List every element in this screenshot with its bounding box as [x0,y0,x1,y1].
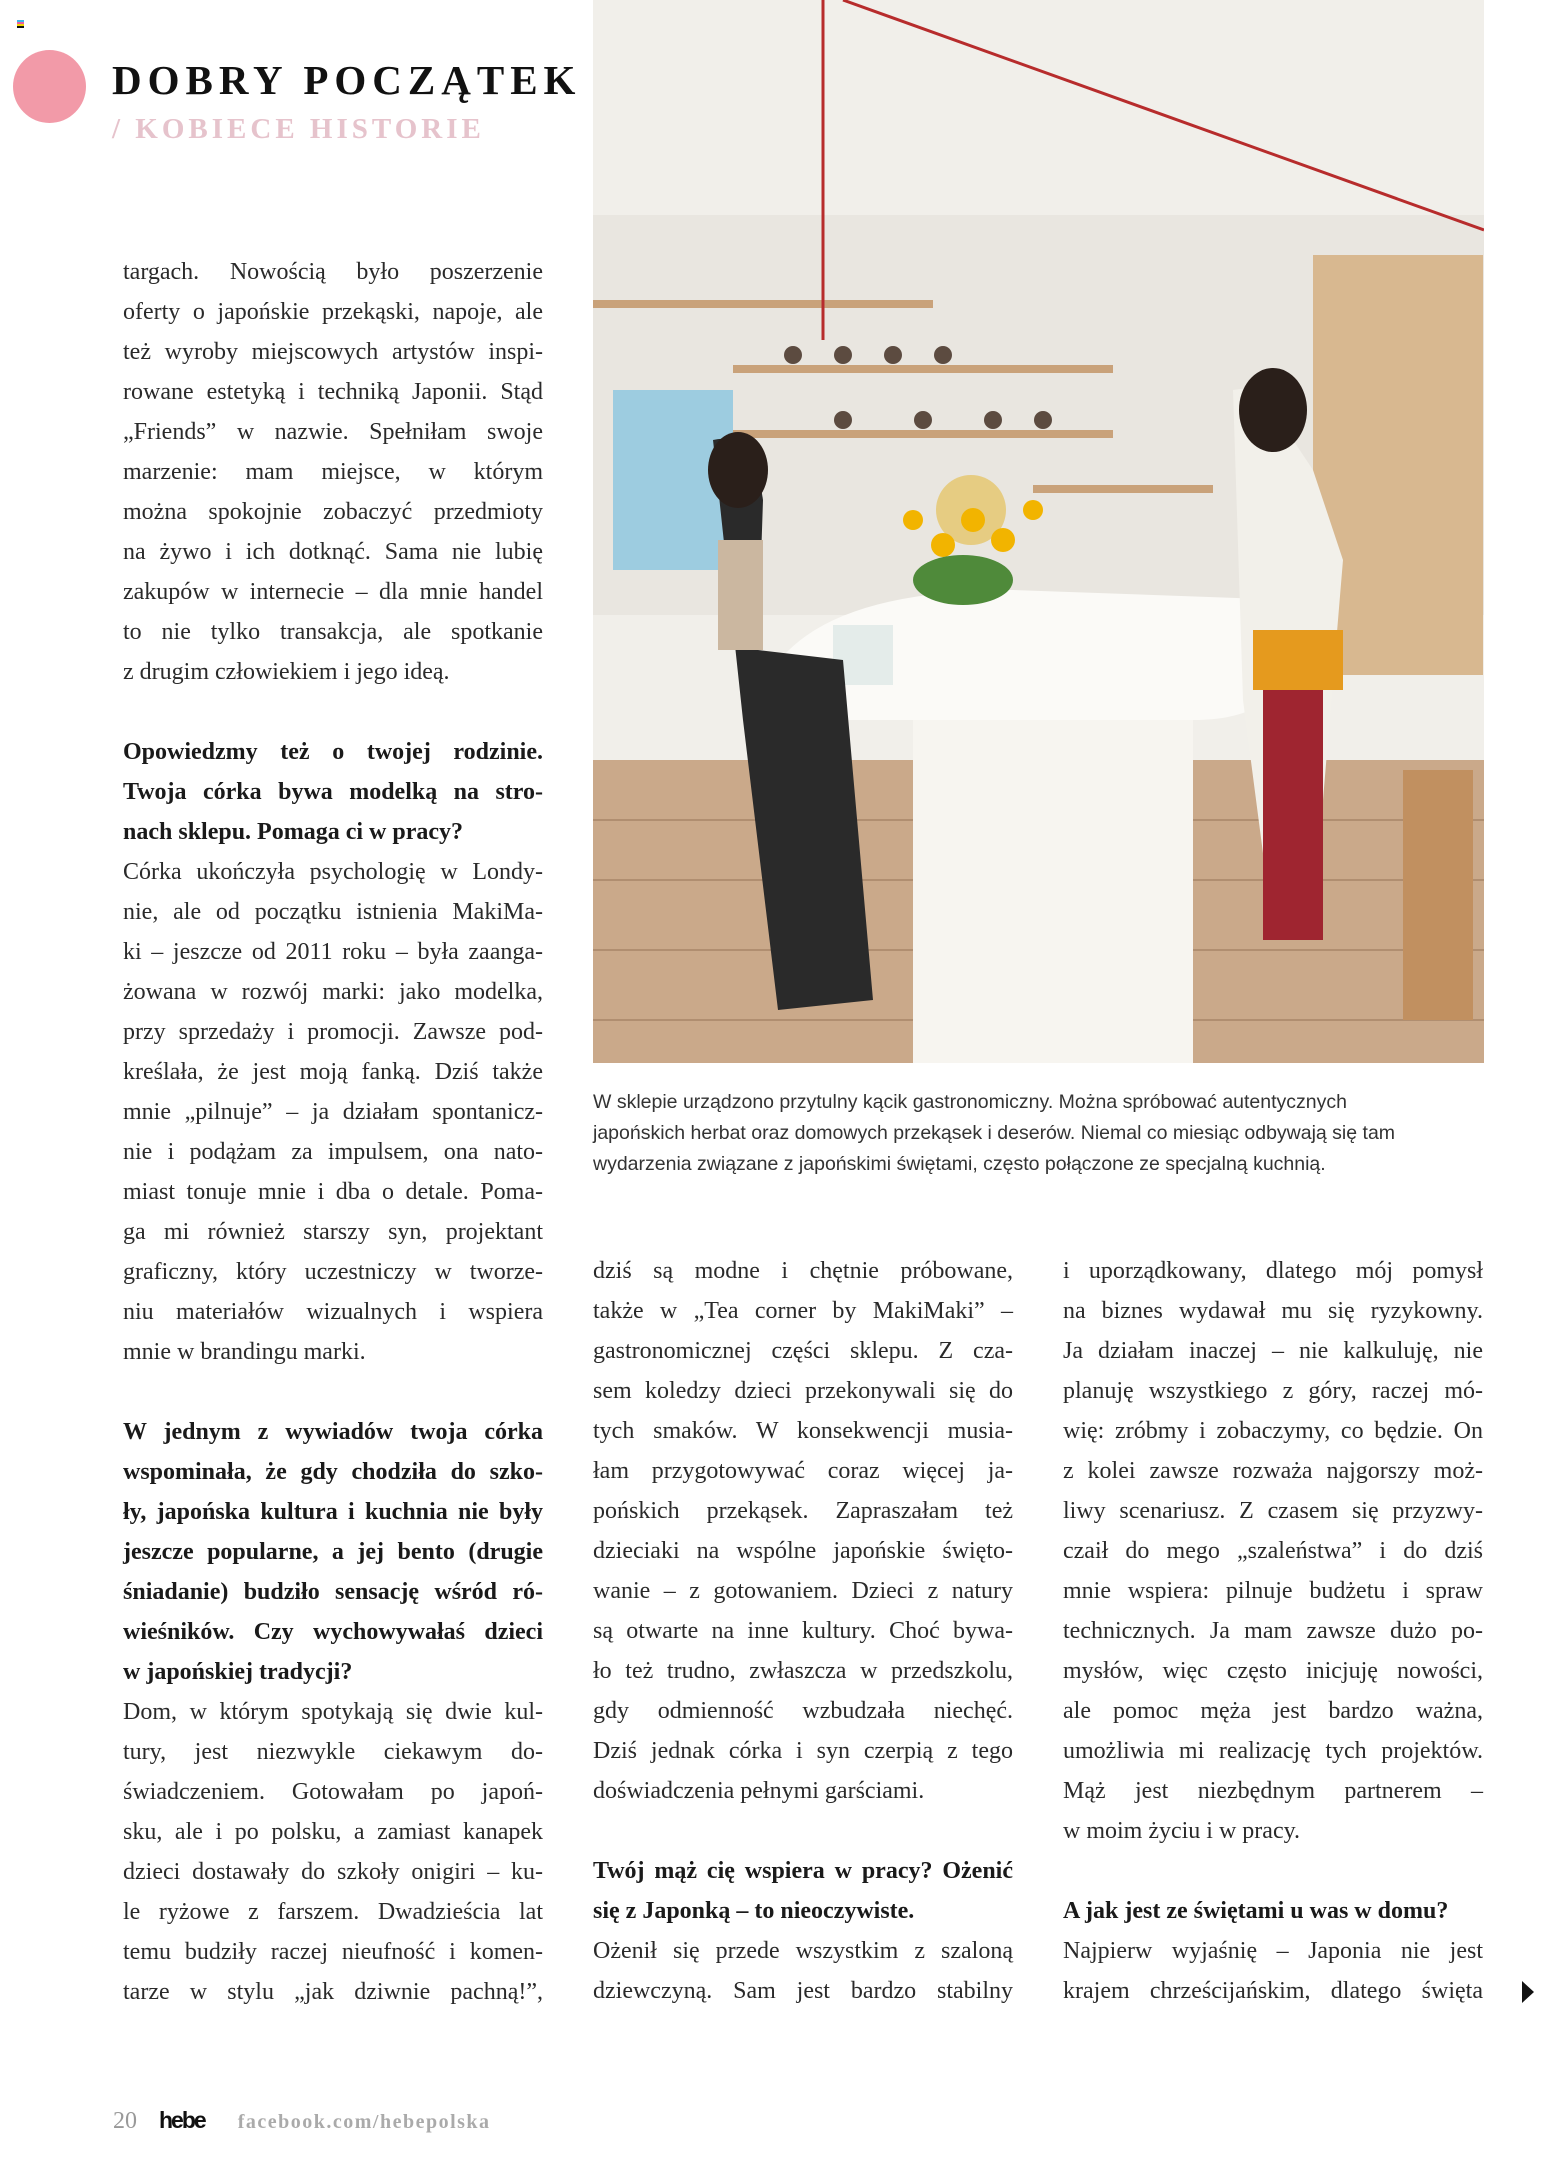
caption-line: W sklepie urządzono przytulny kącik gastronomiczny. Można spróbować autentycznych [593,1091,1347,1113]
text-line: dzieciaki na wspólne japońskie święto- [593,1538,1013,1564]
text-line: Dom, w którym spotykają się dwie kul- [123,1699,543,1725]
text-line: le ryżowe z farszem. Dwadzieścia lat [123,1899,543,1925]
text-line: przy sprzedaży i promocji. Zawsze pod- [123,1019,543,1045]
text-line: łam przygotowywać coraz więcej ja- [593,1458,1013,1484]
text-line: na biznes wydawał mu się ryzykowny. [1063,1298,1483,1324]
text-line: jeszcze popularne, a jej bento (drugie [123,1539,543,1565]
article-column-1 [123,252,543,2052]
text-line: z drugim człowiekiem i jego ideą. [123,659,450,685]
text-line: ły, japońska kultura i kuchnia nie były [123,1499,543,1525]
interview-question [1063,1891,1483,1931]
text-line: się z Japonką – to nieoczywiste. [593,1898,915,1924]
text-line: ki – jeszcze od 2011 roku – była zaanga- [123,939,543,965]
text-line: ło też trudno, zwłaszcza w przedszkolu, [593,1658,1013,1684]
text-line: mnie „pilnuje” – ja działam spontanicz- [123,1099,543,1125]
text-line: W jednym z wywiadów twoja córka [123,1419,543,1445]
text-line: oferty o japońskie przekąski, napoje, ale [123,299,543,325]
text-line: nach sklepu. Pomaga ci w pracy? [123,819,464,845]
text-line: zakupów w internecie – dla mnie handel [123,579,543,605]
text-line: doświadczenia pełnymi garściami. [593,1778,925,1804]
caption-line: wydarzenia związane z japońskimi świętami, często połączone ze specjalną kuchnią. [593,1153,1326,1175]
print-color-marks [17,20,24,28]
paragraph [123,1692,543,2012]
text-line: żowana w rozwój marki: jako modelka, [123,979,543,1005]
text-line: tarze w stylu „jak dziwnie pachną!”, [123,1979,543,2005]
text-line: niu materiałów wizualnych i wspiera [123,1299,543,1325]
text-line: wię: zróbmy i zobaczymy, co będzie. On [1063,1418,1483,1444]
section-dot [13,50,86,123]
photo-caption [593,1087,1493,1180]
text-line: nie i podążam za impulsem, ona nato- [123,1139,543,1165]
caption-line: japońskich herbat oraz domowych przekąsek i deserów. Niemal co miesiąc odbywają się tam [593,1122,1396,1144]
text-line: i uporządkowany, dlatego mój pomysł [1063,1258,1483,1284]
text-line: Dziś jednak córka i syn czerpią z tego [593,1738,1013,1764]
interview-question [123,732,543,852]
text-line: dziś są modne i chętnie próbowane, [593,1258,1013,1284]
text-line: czaił do mego „szaleństwa” i do dziś [1063,1538,1483,1564]
text-line: są otwarte na inne kultury. Choć bywa- [593,1618,1013,1644]
text-line: miast tonuje mnie i dba o detale. Poma- [123,1179,543,1205]
text-line: tury, jest niezwykle ciekawym do- [123,1739,543,1765]
text-line: Mąż jest niezbędnym partnerem – [1063,1778,1483,1804]
section-title: DOBRY POCZĄTEK [112,57,582,103]
text-line: mysłów, więc często inicjuję nowości, [1063,1658,1483,1684]
text-line: A jak jest ze świętami u was w domu? [1063,1898,1449,1924]
text-line: gastronomicznej części sklepu. Z cza- [593,1338,1013,1364]
text-line: pońskich przekąsek. Zapraszałam też [593,1498,1013,1524]
text-line: umożliwia mi realizację tych projektów. [1063,1738,1483,1764]
text-line: Ja działam inaczej – nie kalkuluję, nie [1063,1338,1483,1364]
page-number: 20 [113,2108,137,2134]
text-line: wanie – z gotowaniem. Dzieci z natury [593,1578,1013,1604]
text-line: planuję wszystkiego z góry, raczej mó- [1063,1378,1483,1404]
text-line: Twój mąż cię wspiera w pracy? Ożenić [593,1858,1013,1884]
text-line: w japońskiej tradycji? [123,1659,353,1685]
text-line: Najpierw wyjaśnię – Japonia nie jest [1063,1938,1483,1964]
text-line: ga mi również starszy syn, projektant [123,1219,543,1245]
text-line: temu budziły raczej nieufność i komen- [123,1939,543,1965]
text-line: Córka ukończyła psychologię w Londy- [123,859,543,885]
interview-question [123,1412,543,1692]
text-line: „Friends” w nazwie. Spełniłam swoje [123,419,543,445]
paragraph [1063,1251,1483,1851]
text-line: tych smaków. W konsekwencji musia- [593,1418,1013,1444]
text-line: Twoja córka bywa modelką na stro- [123,779,543,805]
paragraph [1063,1931,1483,2011]
facebook-link: facebook.com/hebepolska [237,2111,491,2133]
text-line: nie, ale od początku istnienia MakiMa- [123,899,543,925]
text-line: targach. Nowością było poszerzenie [123,259,543,285]
text-line: liwy scenariusz. Z czasem się przyzwy- [1063,1498,1483,1524]
text-line: wieśników. Czy wychowywałaś dzieci [123,1619,543,1645]
text-line: śniadanie) budziło sensację wśród ró- [123,1579,543,1605]
text-line: także w „Tea corner by MakiMaki” – [593,1298,1013,1324]
article-photo [593,0,1484,1063]
text-line: świadczeniem. Gotowałam po japoń- [123,1779,543,1805]
text-line: krajem chrześcijańskim, dlatego święta [1063,1978,1483,2004]
text-line: z kolei zawsze rozważa najgorszy moż- [1063,1458,1483,1484]
text-line: mnie w brandingu marki. [123,1339,366,1365]
continue-arrow-icon [1522,1981,1534,2003]
hebe-logo: hebe [159,2107,205,2133]
paragraph [123,852,543,1372]
paragraph [593,1931,1013,2011]
text-line: na żywo i ich dotknąć. Sama nie lubię [123,539,543,565]
text-line: ale pomoc męża jest bardzo ważna, [1063,1698,1483,1724]
paragraph [123,252,543,692]
text-line: graficzny, który uczestniczy w tworze- [123,1259,543,1285]
text-line: to nie tylko transakcja, ale spotkanie [123,619,543,645]
text-line: marzenie: mam miejsce, w którym [123,459,543,485]
text-line: Ożenił się przede wszystkim z szaloną [593,1938,1013,1964]
text-line: kreślała, że jest moją fanką. Dziś także [123,1059,543,1085]
text-line: sem koledzy dzieci przekonywali się do [593,1378,1013,1404]
text-line: też wyroby miejscowych artystów inspi- [123,339,543,365]
text-line: Opowiedzmy też o twojej rodzinie. [123,739,543,765]
text-line: sku, ale i po polsku, a zamiast kanapek [123,1819,543,1845]
text-line: w moim życiu i w pracy. [1063,1818,1301,1844]
article-column-3 [1063,1251,1483,2051]
interview-question [593,1851,1013,1931]
text-line: dzieci dostawały do szkoły onigiri – ku- [123,1859,543,1885]
text-line: rowane estetyką i techniką Japonii. Stąd [123,379,543,405]
article-column-2 [593,1251,1013,2051]
text-line: można spokojnie zobaczyć przedmioty [123,499,543,525]
text-line: mnie wspiera: pilnuje budżetu i spraw [1063,1578,1483,1604]
page-footer [113,2107,491,2135]
text-line: gdy odmienność wzbudzała niechęć. [593,1698,1013,1724]
text-line: technicznych. Ja mam zawsze dużo po- [1063,1618,1483,1644]
section-subtitle: / KOBIECE HISTORIE [112,113,485,145]
paragraph [593,1251,1013,1811]
text-line: dziewczyną. Sam jest bardzo stabilny [593,1978,1013,2004]
text-line: wspominała, że gdy chodziła do szko- [123,1459,543,1485]
